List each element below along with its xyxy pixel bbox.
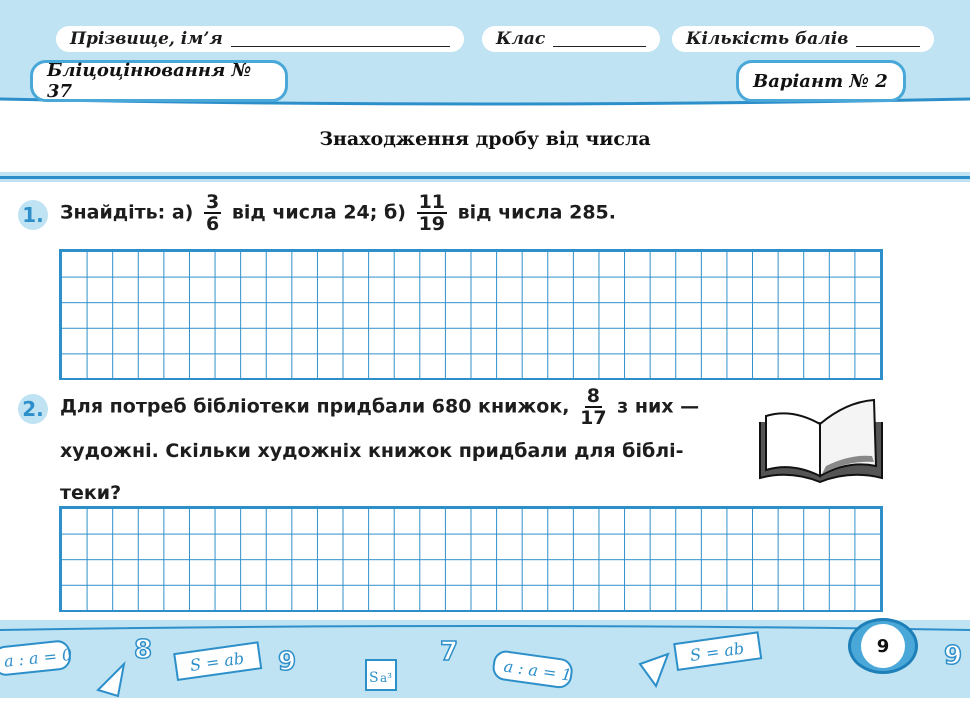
task-1-text-c: від числа 285. [457, 201, 616, 224]
cube-power: a³ [380, 671, 392, 685]
answer-grid-2[interactable] [59, 506, 883, 612]
task-2-fraction-denominator: 17 [580, 407, 607, 429]
score-field[interactable] [672, 26, 934, 52]
formula-2: S = ab [188, 648, 246, 675]
variant-tab [736, 60, 906, 102]
footer-decorations [0, 620, 970, 698]
test-label: Бліцоцінювання № 37 [47, 60, 252, 102]
task-1-number: 1. [18, 200, 48, 230]
task-2-line-3: теки? [60, 482, 122, 504]
name-field[interactable] [56, 26, 464, 52]
footer-band [0, 620, 970, 698]
task-1-fraction-b [417, 192, 447, 234]
page-title: Знаходження дробу від числа [319, 128, 651, 150]
fraction-a-denominator: 6 [206, 213, 220, 235]
digit-9: 9 [278, 647, 297, 677]
name-line [231, 32, 450, 47]
digit-9-right: 9 [944, 641, 963, 671]
fraction-b-numerator: 11 [418, 191, 446, 213]
fraction-a-numerator: 3 [206, 191, 220, 213]
score-label: Кількість балів [686, 29, 849, 49]
page-number-badge [848, 618, 918, 674]
task-1-text-b: від числа 24; б) [231, 201, 406, 224]
formula-1: a : a = 0 [3, 644, 74, 671]
task-2-text-b: з них — [617, 395, 700, 418]
name-label: Прізвище, ім’я [70, 29, 223, 49]
task-1-text [60, 192, 616, 234]
open-book-icon [756, 396, 886, 488]
task-1-text-a: Знайдіть: а) [60, 201, 194, 224]
variant-label: Варіант № 2 [753, 70, 888, 92]
class-label: Клас [496, 29, 546, 49]
task-2-line-1 [60, 386, 699, 428]
digit-8: 8 [134, 635, 153, 665]
task-2-number: 2. [18, 394, 48, 424]
title-divider [0, 172, 970, 182]
triangle-shape-2 [640, 654, 668, 686]
task-2-fraction [580, 386, 606, 428]
task-2-text-a: Для потреб бібліотеки придбали 680 книжок, [60, 395, 570, 418]
formula-4: S = ab [688, 638, 746, 665]
digit-7: 7 [440, 637, 459, 667]
triangle-shape [98, 664, 124, 696]
task-2-line-2: художні. Скільки художніх книжок придбали для біблі- [60, 440, 684, 462]
cube-letter: S [369, 670, 379, 686]
page-number: 9 [861, 624, 905, 668]
test-tab [30, 60, 288, 102]
class-line [553, 32, 646, 47]
formula-3: a : a = 1 [502, 656, 573, 685]
task-1-fraction-a [204, 192, 221, 234]
answer-grid-1[interactable] [59, 249, 883, 380]
class-field[interactable] [482, 26, 660, 52]
fraction-b-denominator: 19 [418, 213, 446, 235]
score-line [856, 32, 920, 47]
task-2-fraction-numerator: 8 [586, 385, 600, 407]
